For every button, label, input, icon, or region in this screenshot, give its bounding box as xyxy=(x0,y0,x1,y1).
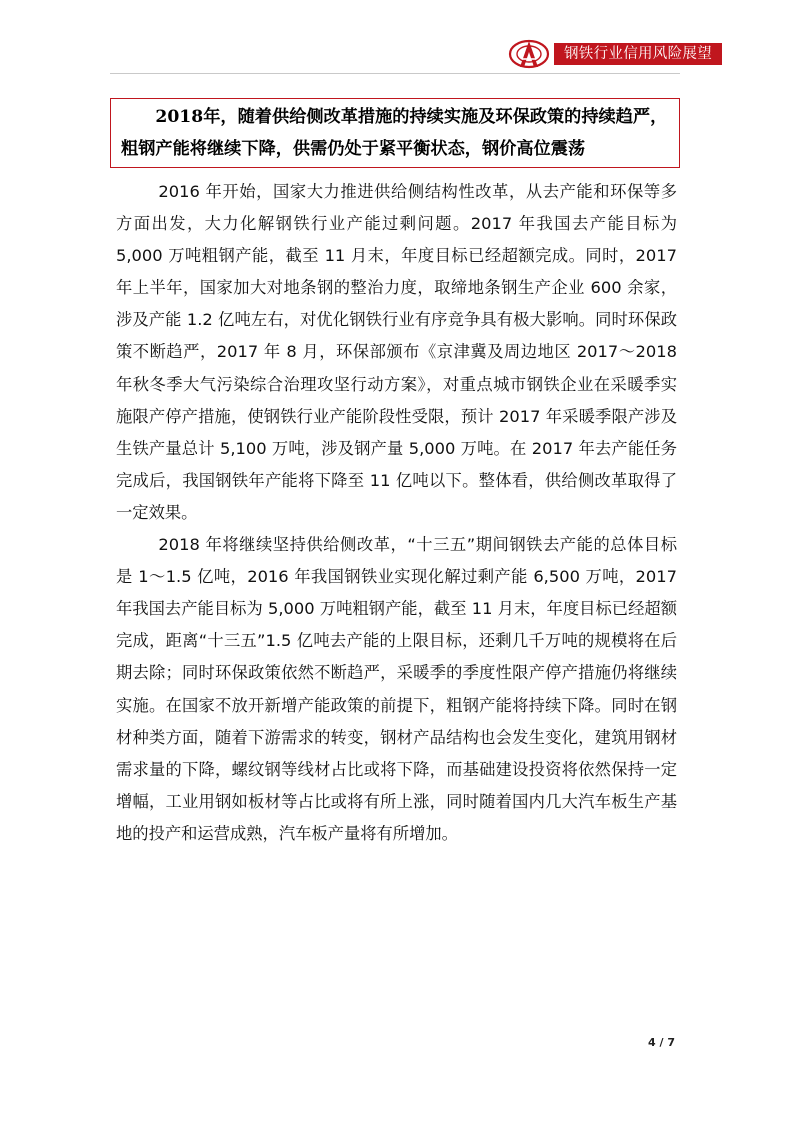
report-title-banner: 钢铁行业信用风险展望 xyxy=(554,43,722,65)
paragraph: 2018 年将继续坚持供给侧改革，“十三五”期间钢铁去产能的总体目标是 1～1.5 亿吨，2016 年我国钢铁业实现化解过剩产能 6,500 万吨，2017 年我国去产能目标为 5,000 万吨粗钢产能，截至 11 月末，年度目标已经超额完成，距离“十三五”1.5 亿吨去产能的上限目标，还剩几千万吨的规模将在后期去除；同时环保政策依然不断趋严，采暖季的季度性限产停产措施仍将继续实施。在国家不放开新增产能政策的前提下，粗钢产能将持续下降。同时在钢材种类方面，随着下游需求的转变，钢材产品结构也会发生变化，建筑用钢材需求量的下降，螺纹钢等线材占比或将下降，而基础建设投资将依然保持一定增幅，工业用钢如板材等占比或将有所上涨，同时随着国内几大汽车板生产基地的投产和运营成熟，汽车板产量将有所增加。 xyxy=(116,535,677,843)
key-point-box: 2018年，随着供给侧改革措施的持续实施及环保政策的持续趋严，粗钢产能将继续下降，供需仍处于紧平衡状态，钢价高位震荡 xyxy=(110,98,680,168)
paragraph: 2016 年开始，国家大力推进供给侧结构性改革，从去产能和环保等多方面出发，大力化解钢铁行业产能过剩问题。2017 年我国去产能目标为 5,000 万吨粗钢产能，截至 11 月末，年度目标已经超额完成。同时，2017 年上半年，国家加大对地条钢的整治力度，取缔地条钢生产企业 600 余家，涉及产能 1.2 亿吨左右，对优化钢铁行业有序竞争具有极大影响。同时环保政策不断趋严，2017 年 8 月，环保部颁布《京津冀及周边地区 2017～2018 年秋冬季大气污染综合治理攻坚行动方案》，对重点城市钢铁企业在采暖季实施限产停产措施，使钢铁行业产能阶段性受限，预计 2017 年采暖季限产涉及生铁产量总计 5,100 万吨，涉及钢产量 5,000 万吨。在 2017 年去产能任务完成后，我国钢铁年产能将下降至 11 亿吨以下。整体看，供给侧改革取得了一定效果。 xyxy=(116,182,677,522)
header-divider xyxy=(110,73,680,74)
page-header xyxy=(508,38,722,70)
page-number: 4 / 7 xyxy=(648,1036,675,1049)
body-text xyxy=(116,176,677,850)
lianhe-ratings-logo-icon xyxy=(508,38,550,70)
